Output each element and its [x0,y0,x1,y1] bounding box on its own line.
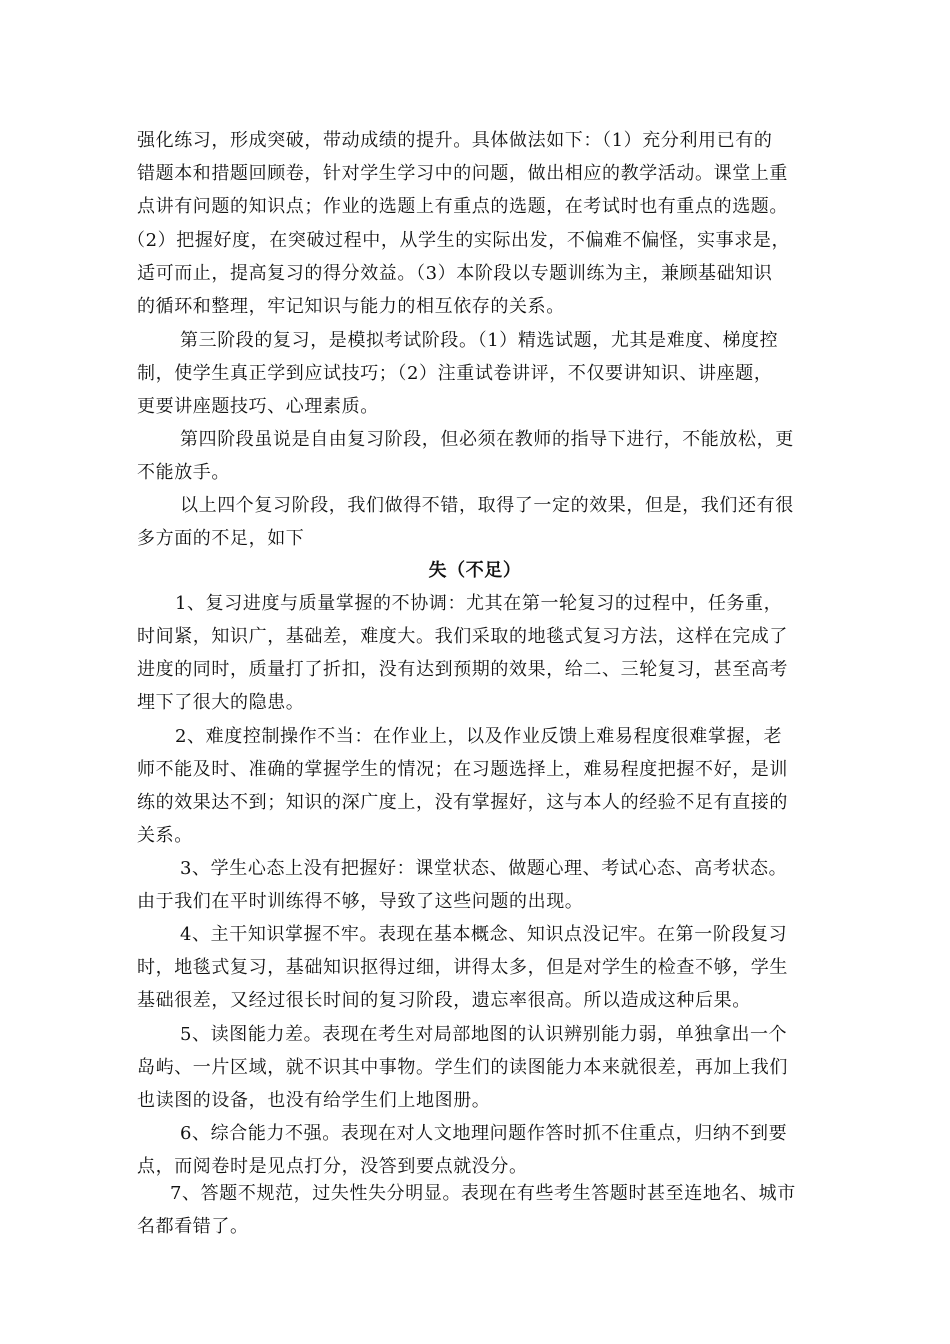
item3-line: 由于我们在平时训练得不够，导致了这些问题的出现。 [137,891,584,912]
item7-line: 7、答题不规范，过失性失分明显。表现在有些考生答题时甚至连地名、城市 [170,1183,796,1204]
item4-line: 基础很差，又经过很长时间的复习阶段，遗忘率很高。所以造成这种后果。 [137,990,751,1011]
item1-line: 时间紧，知识广，基础差，难度大。我们采取的地毯式复习方法，这样在完成了 [137,626,788,647]
item1-line: 1、复习进度与质量掌握的不协调：尤其在第一轮复习的过程中，任务重， [175,593,783,614]
item5-line: 也读图的设备，也没有给学生们上地图册。 [137,1090,491,1111]
item2-line: 关系。 [137,825,193,846]
item2-line: 练的效果达不到；知识的深广度上，没有掌握好，这与本人的经验不足有直接的 [137,792,788,813]
item4-line: 时，地毯式复习，基础知识抠得过细，讲得太多，但是对学生的检查不够，学生 [137,957,788,978]
stage4-paragraph-line: 第四阶段虽说是自由复习阶段，但必须在教师的指导下进行，不能放松，更 [180,429,794,450]
stage3-paragraph-line: 更要讲座题技巧、心理素质。 [137,396,379,417]
paragraph-line: （2）把握好度，在突破过程中，从学生的实际出发，不偏难不偏怪，实事求是， [127,230,791,251]
item1-line: 埋下了很大的隐患。 [137,692,305,713]
stage3-paragraph-line: 第三阶段的复习，是模拟考试阶段。（1）精选试题，尤其是难度、梯度控 [180,330,779,351]
stage3-paragraph-line: 制，使学生真正学到应试技巧；（2）注重试卷讲评，不仅要讲知识、讲座题， [137,363,773,384]
paragraph-line: 错题本和措题回顾卷，针对学生学习中的问题，做出相应的教学活动。课堂上重 [137,163,788,184]
stage4-paragraph-line: 不能放手。 [137,462,230,483]
item5-line: 岛屿、一片区域，就不识其中事物。学生们的读图能力本来就很差，再加上我们 [137,1057,788,1078]
summary-paragraph-line: 以上四个复习阶段，我们做得不错，取得了一定的效果，但是，我们还有很 [180,495,794,516]
item5-line: 5、读图能力差。表现在考生对局部地图的认识辨别能力弱，单独拿出一个 [180,1024,788,1045]
item2-line: 师不能及时、准确的掌握学生的情况；在习题选择上，难易程度把握不好，是训 [137,759,788,780]
section-heading: 失（不足） [428,560,522,581]
summary-paragraph-line: 多方面的不足，如下 [137,528,305,549]
item4-line: 4、主干知识掌握不牢。表现在基本概念、知识点没记牢。在第一阶段复习 [180,924,788,945]
paragraph-line: 点讲有问题的知识点；作业的选题上有重点的选题，在考试时也有重点的选题。 [137,196,788,217]
item6-line: 6、综合能力不强。表现在对人文地理问题作答时抓不住重点，归纳不到要 [180,1123,788,1144]
paragraph-line: 的循环和整理，牢记知识与能力的相互依存的关系。 [137,296,565,317]
paragraph-line: 适可而止，提高复习的得分效益。（3）本阶段以专题训练为主，兼顾基础知识 [137,263,773,284]
item6-line: 点，而阅卷时是见点打分，没答到要点就没分。 [137,1156,528,1177]
item1-line: 进度的同时，质量打了折扣，没有达到预期的效果，给二、三轮复习，甚至高考 [137,659,788,680]
item7-line: 名都看错了。 [137,1216,249,1237]
item3-line: 3、学生心态上没有把握好：课堂状态、做题心理、考试心态、高考状态。 [180,858,788,879]
item2-line: 2、难度控制操作不当：在作业上，以及作业反馈上难易程度很难掌握，老 [175,726,783,747]
paragraph-line: 强化练习，形成突破，带动成绩的提升。具体做法如下：（1）充分利用已有的 [137,130,773,151]
